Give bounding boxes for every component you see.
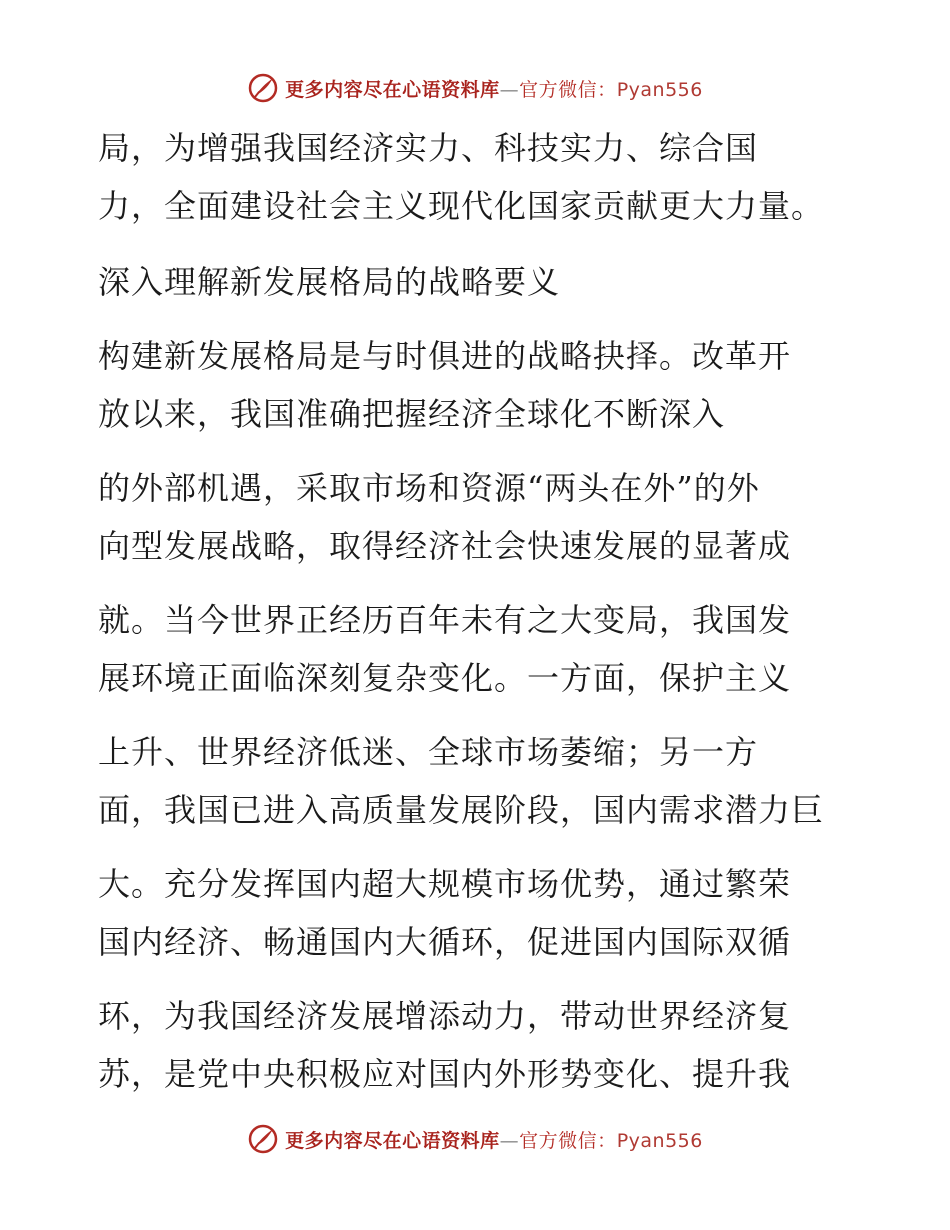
text-line: 局，为增强我国经济实力、科技实力、综合国 [98,129,759,167]
text-line: 上升、世界经济低迷、全球市场萎缩；另一方 [98,733,759,771]
text-line: 力，全面建设社会主义现代化国家贡献更大力量。 [98,187,825,225]
watermark-brand: 更多内容尽在心语资料库 [285,1129,500,1152]
footer-watermark-banner [0,1123,950,1155]
text-line: 环，为我国经济发展增添动力，带动世界经济复 [98,997,792,1035]
text-line: 展环境正面临深刻复杂变化。一方面，保护主义 [98,659,792,697]
quill-circle-icon [247,1123,279,1155]
text-line: 面，我国已进入高质量发展阶段，国内需求潜力巨 [98,791,825,829]
text-line: 苏，是党中央积极应对国内外形势变化、提升我 [98,1055,792,1093]
watermark-account: Pyan556 [616,1129,703,1152]
section-heading: 深入理解新发展格局的战略要义 [98,263,561,301]
watermark-label: 官方微信： [519,78,617,101]
quill-circle-icon [247,72,279,104]
text-line: 国内经济、畅通国内大循环，促进国内国际双循 [98,923,792,961]
text-line: 大。充分发挥国内超大规模市场优势，通过繁荣 [98,865,792,903]
text-line: 构建新发展格局是与时俱进的战略抉择。改革开 [98,337,792,375]
text-line: 的外部机遇，采取市场和资源“两头在外”的外 [98,469,760,507]
watermark-label: 官方微信： [519,1129,617,1152]
text-line: 放以来，我国准确把握经济全球化不断深入 [98,395,726,433]
watermark-separator: — [499,78,520,101]
header-watermark-banner [0,72,950,104]
text-line: 向型发展战略，取得经济社会快速发展的显著成 [98,527,792,565]
watermark-brand: 更多内容尽在心语资料库 [285,78,500,101]
watermark-separator: — [499,1129,520,1152]
text-line: 就。当今世界正经历百年未有之大变局，我国发 [98,601,792,639]
watermark-account: Pyan556 [616,78,703,101]
watermark-text [285,1126,703,1153]
watermark-text [285,75,703,102]
